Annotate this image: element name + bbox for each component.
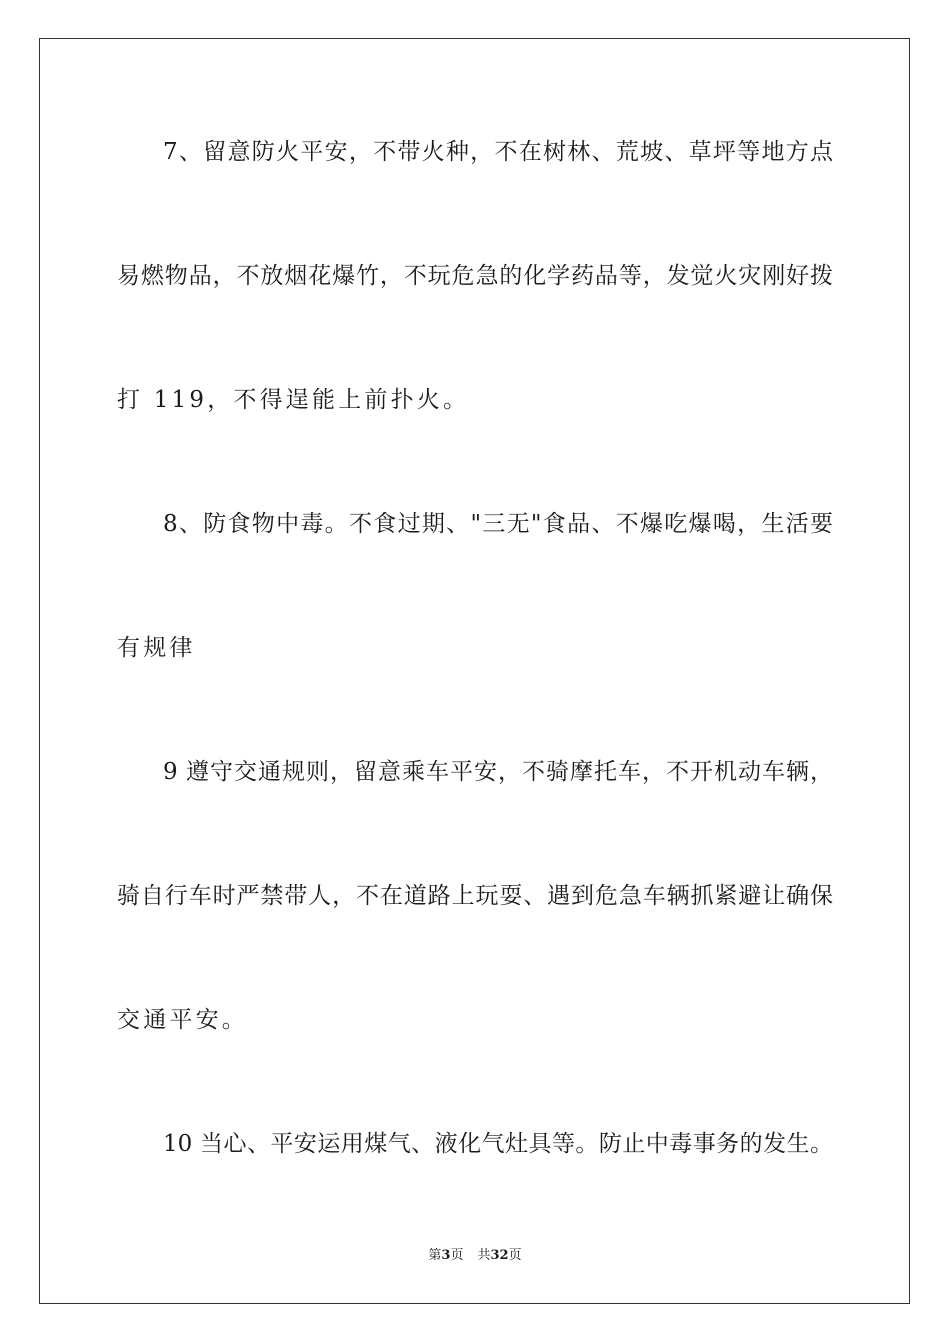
paragraph-7-line-1: 7、留意防火平安，不带火种，不在树林、荒坡、草坪等地方点 bbox=[163, 139, 833, 165]
paragraph-9-line-1: 9 遵守交通规则，留意乘车平安，不骑摩托车，不开机动车辆， bbox=[163, 759, 833, 785]
paragraph-8-line-2: 有规律 bbox=[117, 635, 196, 661]
paragraph-10-line-1: 10 当心、平安运用煤气、液化气灶具等。防止中毒事务的发生。 bbox=[163, 1131, 833, 1157]
page-border bbox=[39, 38, 910, 1304]
paragraph-9-line-3: 交通平安。 bbox=[117, 1007, 248, 1033]
paragraph-9-line-2: 骑自行车时严禁带人，不在道路上玩耍、遇到危急车辆抓紧避让确保 bbox=[117, 883, 833, 909]
footer-page-suffix: 页 bbox=[450, 1248, 464, 1263]
footer-total-prefix: 共 bbox=[477, 1248, 491, 1263]
footer-page-number: 3 bbox=[441, 1248, 451, 1263]
footer-total-pages: 32 bbox=[490, 1248, 509, 1263]
paragraph-8-line-1: 8、防食物中毒。不食过期、"三无"食品、不爆吃爆喝，生活要 bbox=[163, 511, 833, 537]
footer-page-prefix: 第 bbox=[428, 1248, 442, 1263]
paragraph-7-line-2: 易燃物品，不放烟花爆竹，不玩危急的化学药品等，发觉火灾刚好拨 bbox=[117, 263, 833, 289]
footer-total-suffix: 页 bbox=[508, 1248, 522, 1263]
paragraph-7-line-3: 打 119，不得逞能上前扑火。 bbox=[117, 387, 470, 413]
page-footer bbox=[0, 1247, 950, 1265]
